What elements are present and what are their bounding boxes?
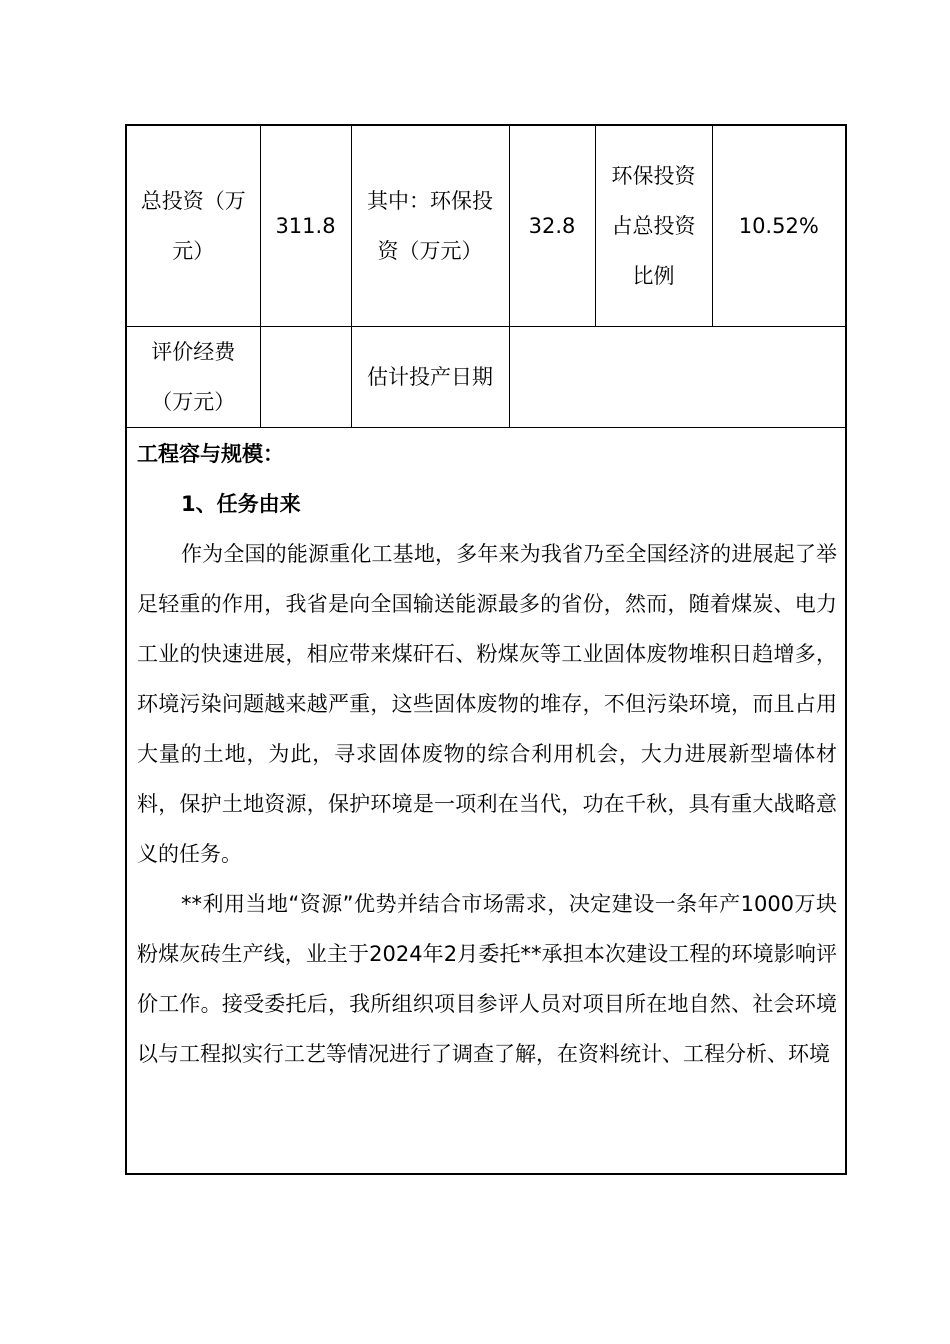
env-investment-value: 32.8 xyxy=(528,213,576,238)
env-investment-label-cell xyxy=(351,126,509,326)
production-date-label-cell xyxy=(351,326,509,427)
production-date-label: 估计投产日期 xyxy=(367,364,493,389)
total-investment-value: 311.8 xyxy=(275,213,336,238)
paragraph-background: 作为全国的能源重化工基地，多年来为我省乃至全国经济的进展起了举足轻重的作用，我省是向全国输送能源最多的省份，然而，随着煤炭、电力工业的快速进展，相应带来煤矸石、粉煤灰等工业固体废物堆积日趋增多，环境污染问题越来越严重，这些固体废物的堆存，不但污染环境，而且占用大量的土地，为此，寻求固体废物的综合利用机会，大力进展新型墙体材料，保护土地资源，保护环境是一项利在当代，功在千秋，具有重大战略意义的任务。 xyxy=(137,542,837,866)
total-investment-value-cell xyxy=(260,126,351,326)
paragraph-commission: **利用当地“资源”优势并结合市场需求，决定建设一条年产1000万块粉煤灰砖生产线，业主于2024年2月委托**承担本次建设工程的环境影响评价工作。接受委托后，我所组织项目参评人员对项目所在地自然、社会环境以与工程拟实行工艺等情况进行了调查了解，在资料统计、工程分析、环境 xyxy=(137,892,837,1066)
production-date-value-cell xyxy=(509,326,845,427)
assessment-fee-value-cell xyxy=(260,326,351,427)
env-ratio-label: 环保投资占总投资比例 xyxy=(611,163,696,288)
fee-date-row xyxy=(127,326,845,427)
total-investment-label-cell xyxy=(127,126,260,326)
env-ratio-label-cell xyxy=(595,126,712,326)
assessment-fee-label-cell xyxy=(127,326,260,427)
subsection-title: 1、任务由来 xyxy=(181,492,301,516)
env-investment-label: 其中：环保投资（万元） xyxy=(367,188,493,263)
project-info-table xyxy=(127,126,845,428)
document-frame xyxy=(125,124,847,1175)
total-investment-label: 总投资（万元） xyxy=(140,188,246,263)
investment-row xyxy=(127,126,845,326)
section-title: 工程容与规模： xyxy=(137,442,284,466)
assessment-fee-label: 评价经费（万元） xyxy=(151,339,236,414)
env-ratio-value-cell xyxy=(712,126,845,326)
env-investment-value-cell xyxy=(509,126,595,326)
project-content-section xyxy=(137,429,837,1079)
env-ratio-value: 10.52% xyxy=(738,213,819,238)
